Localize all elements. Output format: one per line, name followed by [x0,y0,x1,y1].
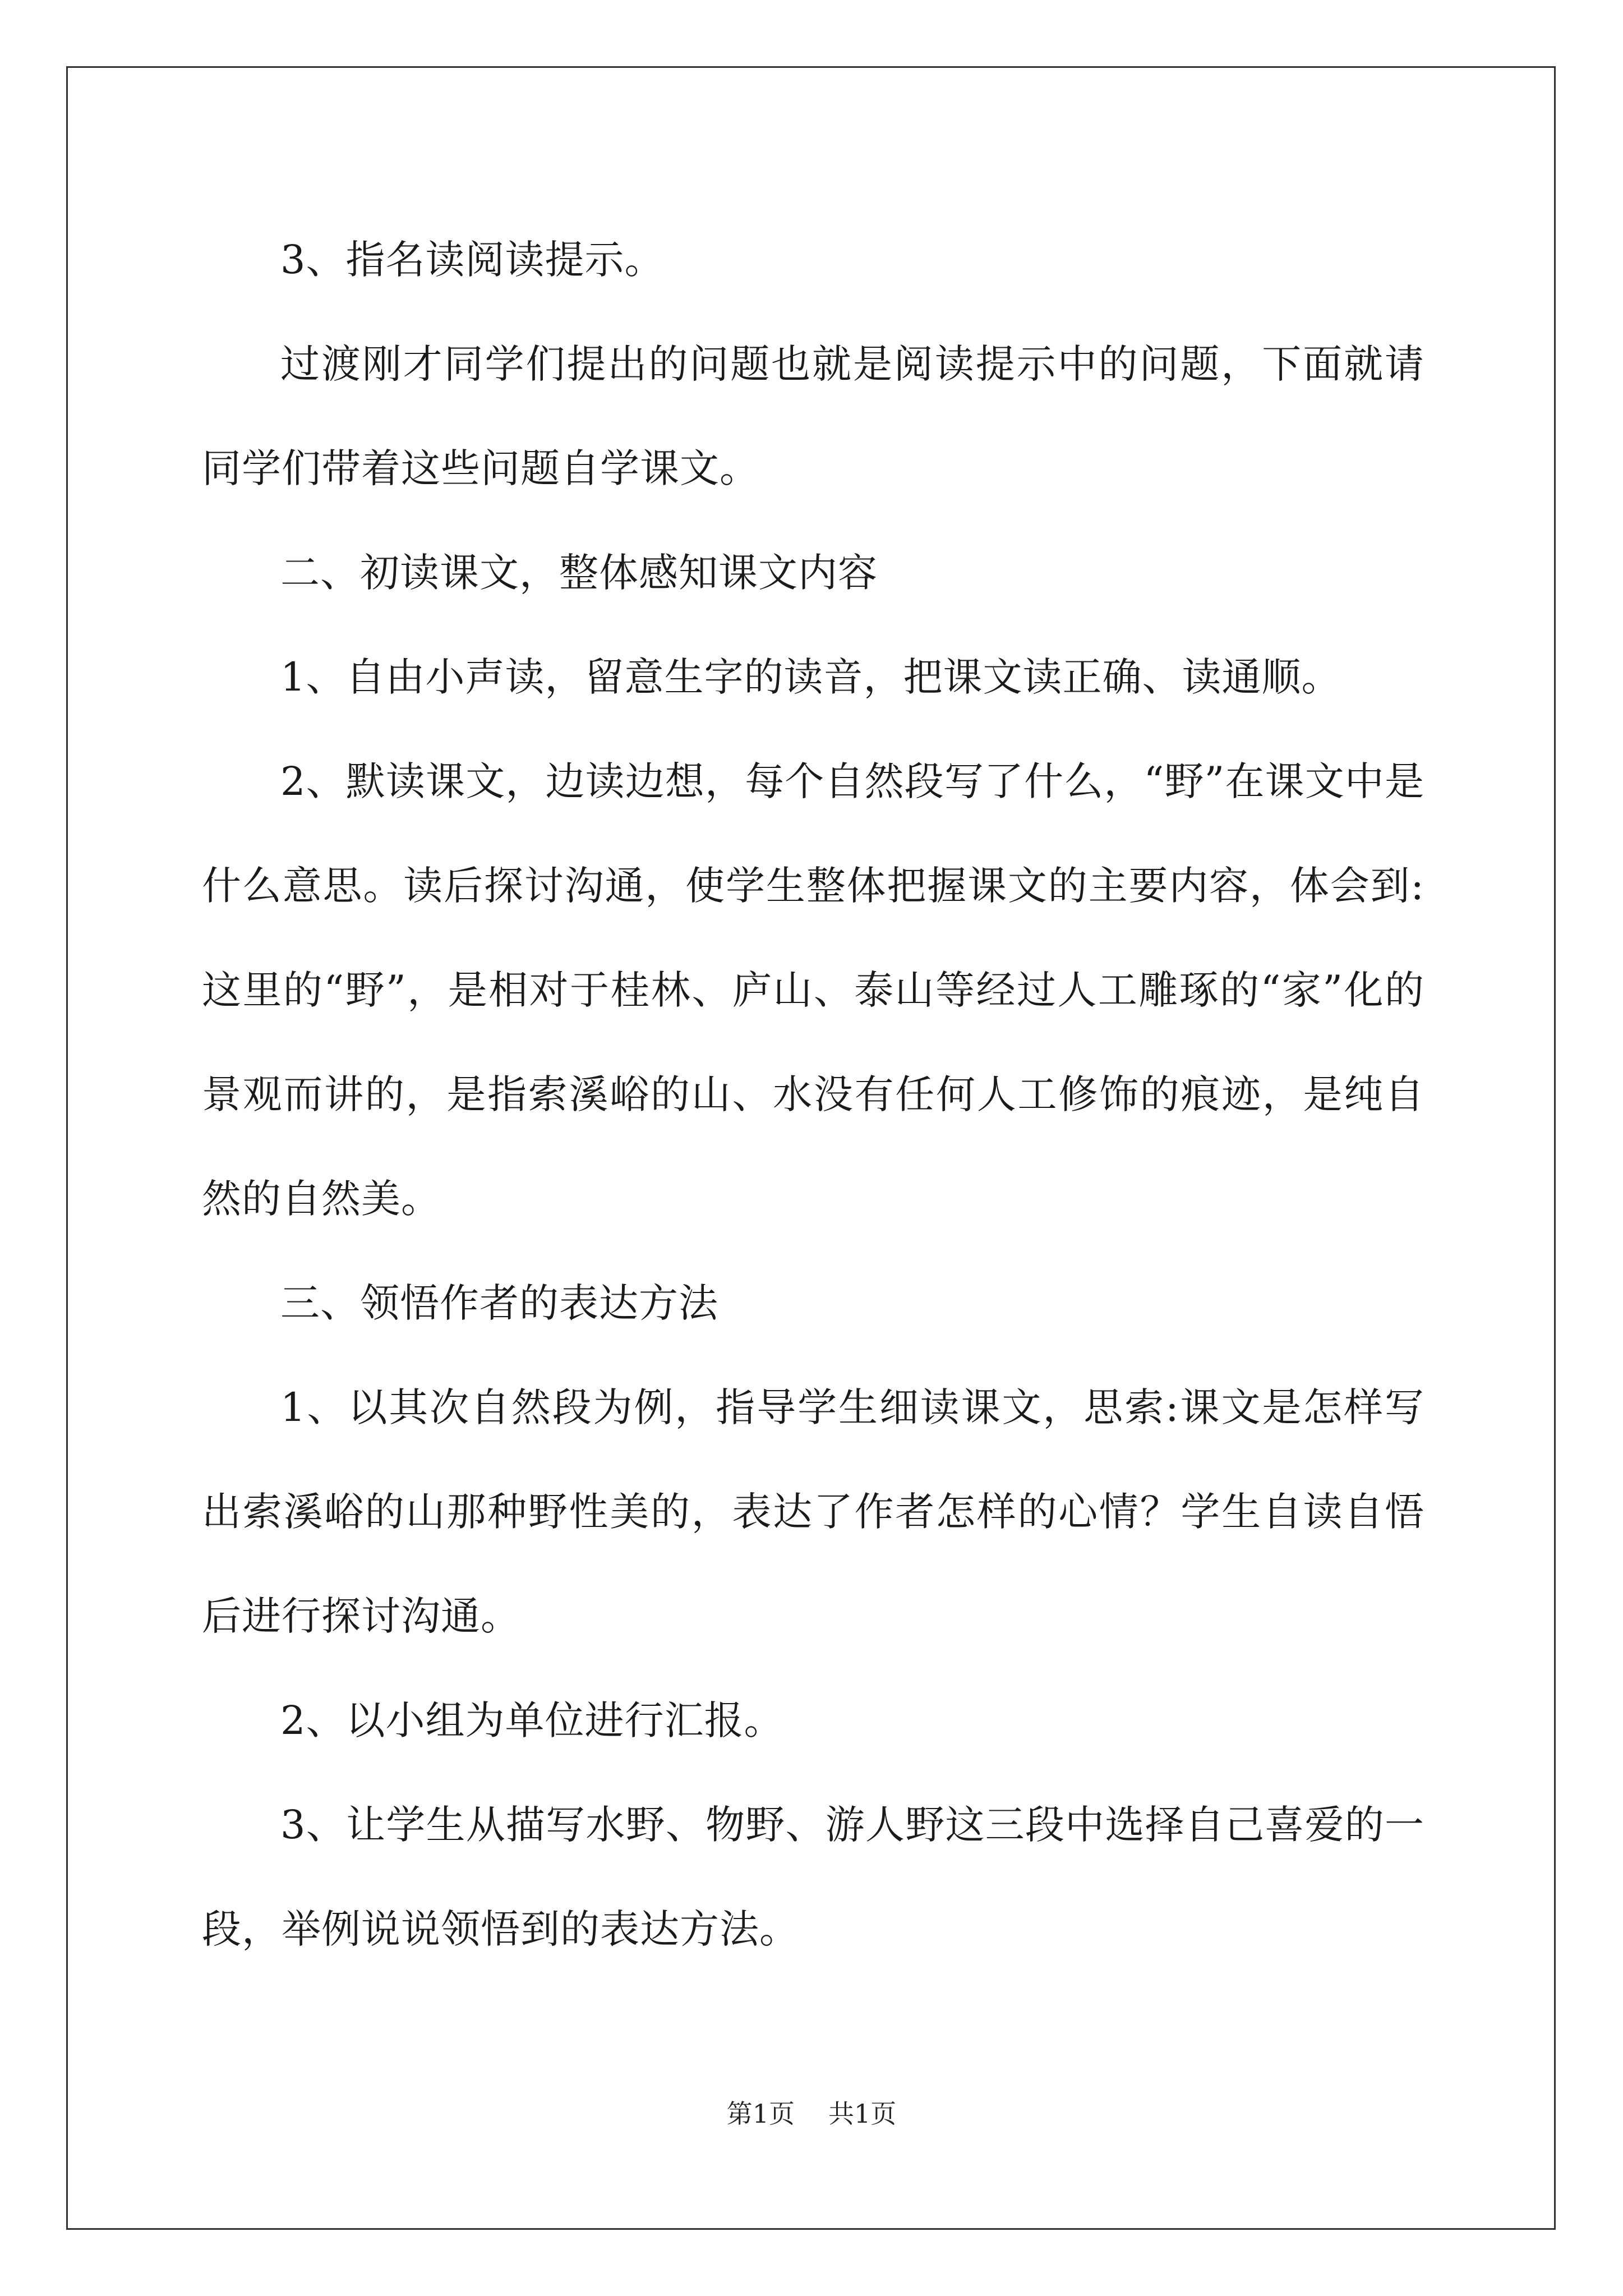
paragraph-7: 3、让学生从描写水野、物野、游人野这三段中选择自己喜爱的一段，举例说说领悟到的表达方法。 [202,1802,1424,1952]
document-body [202,208,1424,1981]
page-total: 共1页 [828,2099,897,2129]
paragraph-1: 3、指名读阅读提示。 [280,237,665,283]
paragraph-6: 2、以小组为单位进行汇报。 [280,1697,784,1743]
page-footer [0,2097,1623,2131]
page-number: 第1页 [726,2099,795,2129]
paragraph-3: 1、自由小声读，留意生字的读音，把课文读正确、读通顺。 [280,654,1341,700]
section-heading-2: 二、初读课文，整体感知课文内容 [280,550,878,596]
section-heading-3: 三、领悟作者的表达方法 [280,1280,718,1326]
paragraph-5: 1、以其次自然段为例，指导学生细读课文，思索:课文是怎样写出索溪峪的山那种野性美的，表达了作者怎样的心情？学生自读自悟后进行探讨沟通。 [202,1384,1424,1639]
paragraph-4: 2、默读课文，边读边想，每个自然段写了什么，“野”在课文中是什么意思。读后探讨沟通，使学生整体把握课文的主要内容，体会到:这里的“野”，是相对于桂林、庐山、泰山等经过人工雕琢的“家”化的景观而讲的，是指索溪峪的山、水没有任何人工修饰的痕迹，是纯自然的自然美。 [202,758,1424,1222]
paragraph-2: 过渡刚才同学们提出的问题也就是阅读提示中的问题，下面就请同学们带着这些问题自学课文。 [202,341,1424,491]
